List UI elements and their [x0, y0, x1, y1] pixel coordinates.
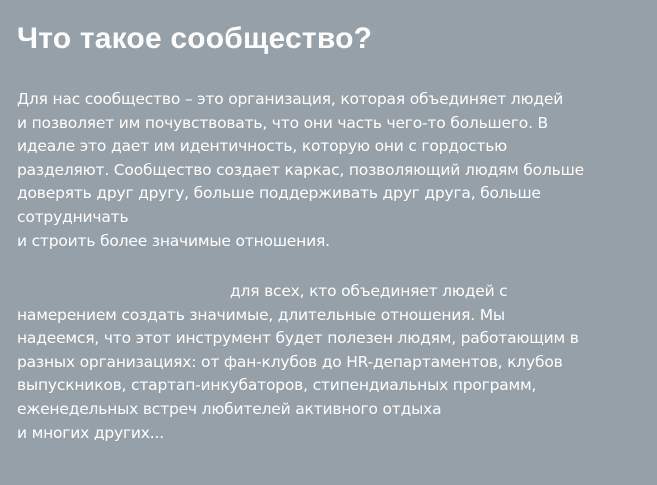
paragraph-line: разделяют. Сообщество создает каркас, позволяющий людям больше — [17, 160, 584, 179]
paragraph-line: доверять друг другу, больше поддерживать друг друга, больше — [17, 184, 541, 203]
paragraph-line: для всех, кто объединяет людей с — [230, 282, 508, 300]
paragraph-line: выпускников, стартап-инкубаторов, стипендиальных программ, — [17, 376, 537, 395]
paragraph-line: Для нас сообщество – это организация, которая объединяет людей — [17, 90, 564, 108]
paragraph-line: и позволяет им почувствовать, что они часть чего-то большего. В — [17, 113, 548, 132]
paragraph-line: и строить более значимые отношения. — [17, 231, 330, 250]
paragraph-line: разных организациях: от фан-клубов до HR-департаментов, клубов — [17, 352, 563, 371]
paragraph-audience — [17, 280, 645, 445]
paragraph-community-definition — [17, 88, 645, 253]
paragraph-line: еженедельных встреч любителей активного отдыха — [17, 399, 442, 418]
paragraph-line: сотрудничать — [17, 207, 129, 226]
page-title: Что такое сообщество? — [17, 22, 373, 55]
paragraph-line: намерением создать значимые, длительные отношения. Мы — [17, 305, 505, 324]
paragraph-line: идеале это дает им идентичность, которую они с гордостью — [17, 137, 508, 156]
paragraph-line: надеемся, что этот инструмент будет полезен людям, работающим в — [17, 329, 579, 348]
paragraph-line: и многих других... — [17, 423, 164, 442]
